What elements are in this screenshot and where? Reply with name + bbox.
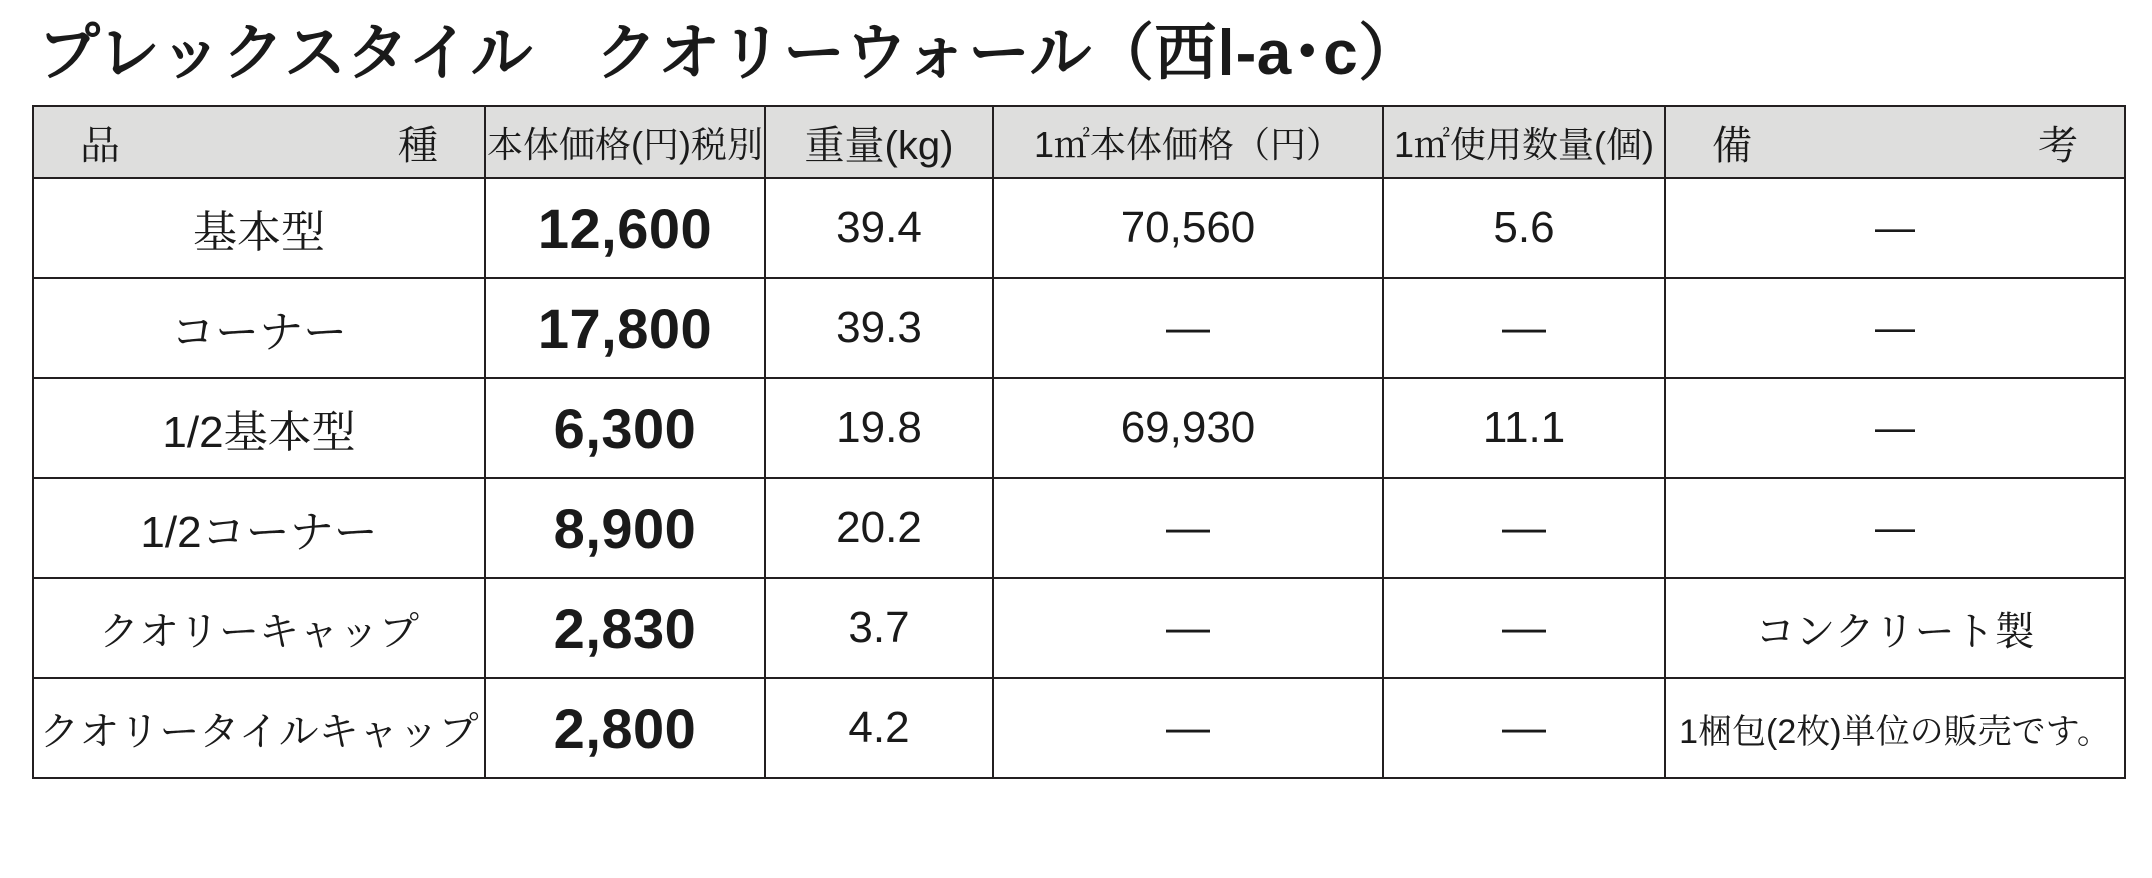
cell-price: 17,800 xyxy=(485,278,765,378)
product-price-table xyxy=(32,105,2126,779)
cell-unit-price: — xyxy=(993,278,1383,378)
column-header-kind-part1: 品 xyxy=(80,123,120,168)
column-header-note xyxy=(1665,106,2125,178)
cell-note: コンクリート製 xyxy=(1665,578,2125,678)
cell-note: — xyxy=(1665,478,2125,578)
table-row xyxy=(33,278,2125,378)
cell-kind: コーナー xyxy=(33,278,485,378)
column-header-kind xyxy=(33,106,485,178)
column-header-quantity: 1㎡使用数量(個) xyxy=(1383,106,1665,178)
cell-weight: 19.8 xyxy=(765,378,993,478)
column-header-note-part2: 考 xyxy=(2038,123,2078,168)
page-title: プレックスタイル クオリーウォール（西Ⅰ-a･c） xyxy=(38,19,1421,88)
cell-quantity: — xyxy=(1383,578,1665,678)
cell-kind: 1/2コーナー xyxy=(33,478,485,578)
column-header-unit-price: 1㎡本体価格（円） xyxy=(993,106,1383,178)
cell-kind: クオリーキャップ xyxy=(33,578,485,678)
cell-quantity: 5.6 xyxy=(1383,178,1665,278)
column-header-weight: 重量(kg) xyxy=(765,106,993,178)
column-header-kind-part2: 種 xyxy=(398,123,438,168)
column-header-price: 本体価格(円)税別 xyxy=(485,106,765,178)
table-row xyxy=(33,378,2125,478)
cell-price: 8,900 xyxy=(485,478,765,578)
column-header-note-part1: 備 xyxy=(1712,123,1752,168)
cell-note: 1梱包(2枚)単位の販売です。 xyxy=(1665,678,2125,778)
table-row xyxy=(33,678,2125,778)
cell-unit-price: 69,930 xyxy=(993,378,1383,478)
cell-weight: 4.2 xyxy=(765,678,993,778)
cell-quantity: — xyxy=(1383,678,1665,778)
cell-unit-price: — xyxy=(993,678,1383,778)
cell-kind: 1/2基本型 xyxy=(33,378,485,478)
cell-unit-price: — xyxy=(993,478,1383,578)
cell-quantity: — xyxy=(1383,278,1665,378)
cell-price: 6,300 xyxy=(485,378,765,478)
cell-unit-price: 70,560 xyxy=(993,178,1383,278)
cell-price: 12,600 xyxy=(485,178,765,278)
cell-quantity: — xyxy=(1383,478,1665,578)
cell-kind: クオリータイルキャップ xyxy=(33,678,485,778)
cell-weight: 20.2 xyxy=(765,478,993,578)
cell-note: — xyxy=(1665,378,2125,478)
cell-price: 2,830 xyxy=(485,578,765,678)
table-body xyxy=(33,178,2125,778)
cell-kind: 基本型 xyxy=(33,178,485,278)
table-header-row xyxy=(33,106,2125,178)
cell-quantity: 11.1 xyxy=(1383,378,1665,478)
cell-weight: 39.3 xyxy=(765,278,993,378)
table-header xyxy=(33,106,2125,178)
cell-note: — xyxy=(1665,278,2125,378)
cell-note: — xyxy=(1665,178,2125,278)
table-row xyxy=(33,578,2125,678)
table-row xyxy=(33,478,2125,578)
cell-weight: 39.4 xyxy=(765,178,993,278)
cell-weight: 3.7 xyxy=(765,578,993,678)
table-row xyxy=(33,178,2125,278)
cell-price: 2,800 xyxy=(485,678,765,778)
cell-unit-price: — xyxy=(993,578,1383,678)
